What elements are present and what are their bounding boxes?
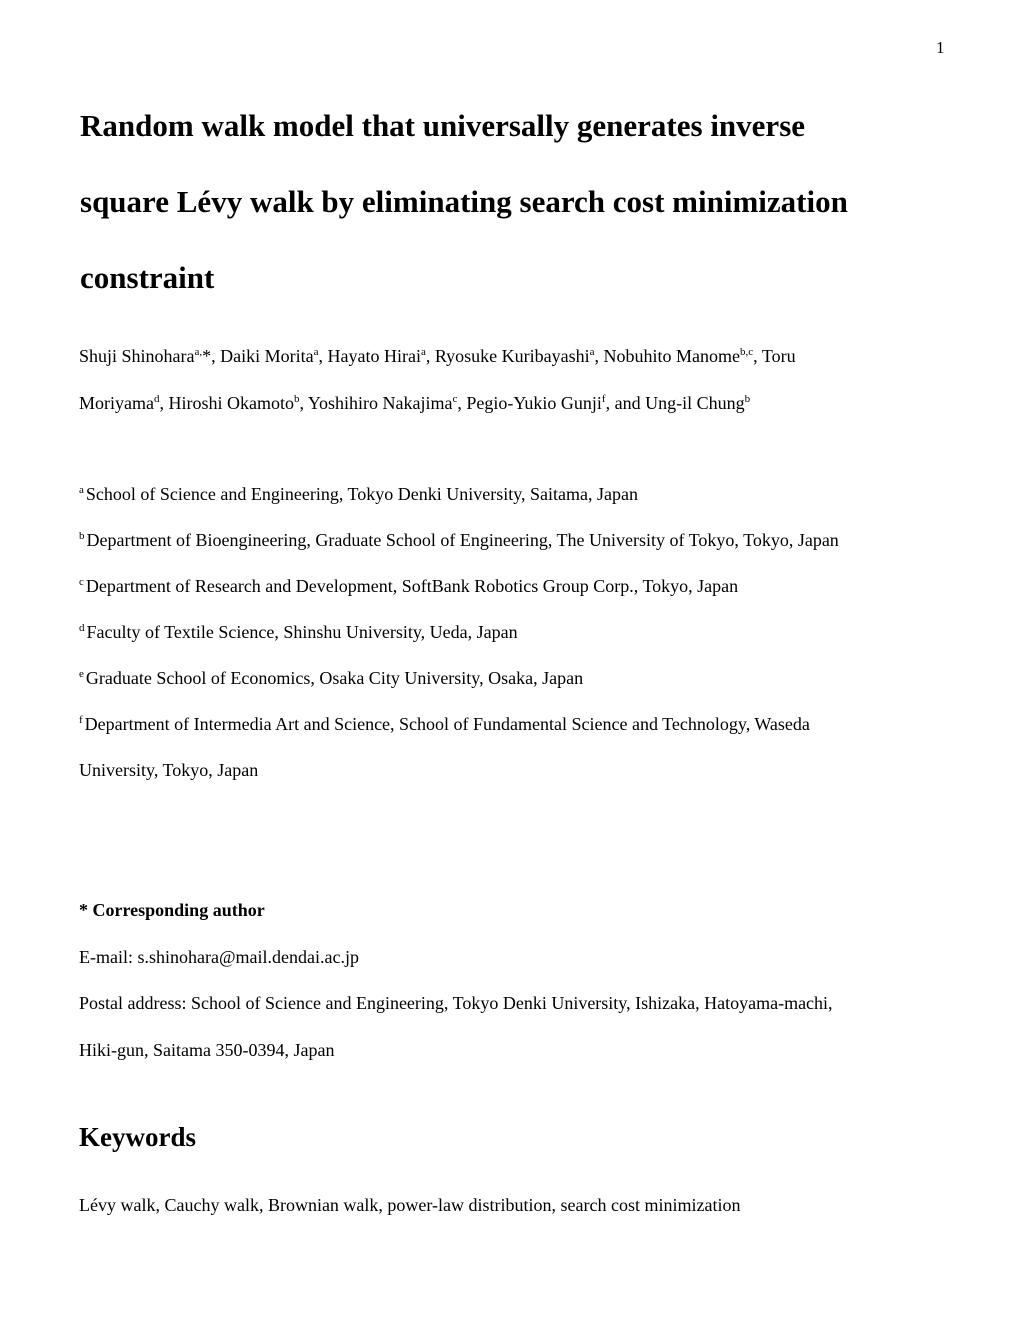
- author-name: Hiroshi Okamoto: [168, 393, 294, 413]
- affiliation-text: School of Science and Engineering, Tokyo Denki University, Saitama, Japan: [85, 484, 639, 504]
- affiliation-text: Department of Intermedia Art and Science, School of Fundamental Science and Technology, Waseda: [84, 714, 810, 734]
- author-affiliation-mark: a: [420, 346, 426, 358]
- author-name: Daiki Morita: [220, 346, 314, 366]
- affiliation-mark: b: [79, 530, 85, 542]
- paper-title: [80, 88, 960, 316]
- separator: , and: [605, 393, 646, 413]
- author-name: Moriyama: [79, 393, 154, 413]
- author-name: Shuji Shinohara: [79, 346, 195, 366]
- affiliation-mark: e: [79, 668, 84, 680]
- author-affiliation-mark: a,: [194, 346, 203, 358]
- affiliation-text: Faculty of Textile Science, Shinshu University, Ueda, Japan: [86, 622, 518, 642]
- author-name: Nobuhito Manome: [603, 346, 741, 366]
- separator: ,: [594, 346, 604, 366]
- postal-address-line: Postal address: School of Science and Engineering, Tokyo Denki University, Ishizaka, Hatoyama-machi,: [79, 993, 833, 1013]
- author-list: [79, 333, 979, 427]
- affiliation-text: Department of Research and Development, SoftBank Robotics Group Corp., Tokyo, Japan: [85, 576, 739, 596]
- author-affiliation-mark: b,c: [740, 346, 754, 358]
- affiliation-mark: f: [79, 714, 83, 726]
- affiliation-text: Department of Bioengineering, Graduate School of Engineering, The University of Tokyo, Tokyo, Japan: [86, 530, 839, 550]
- corresponding-email: E-mail: s.shinohara@mail.dendai.ac.jp: [79, 946, 359, 967]
- affiliation-a: [79, 471, 979, 517]
- author-line: [79, 380, 979, 427]
- affiliation-b: [79, 517, 979, 563]
- author-name: Ung-il Chung: [645, 393, 745, 413]
- author-affiliation-mark: a: [589, 346, 595, 358]
- separator: ,: [457, 393, 467, 413]
- affiliation-f: [79, 701, 979, 747]
- separator: ,: [299, 393, 308, 413]
- separator: ,: [159, 393, 169, 413]
- author-affiliation-mark: f: [601, 393, 606, 405]
- title-line: constraint: [80, 260, 215, 295]
- affiliation-text: Graduate School of Economics, Osaka City University, Osaka, Japan: [85, 668, 584, 688]
- author-affiliation-mark: c: [452, 393, 458, 405]
- author-name: Ryosuke Kuribayashi: [434, 346, 590, 366]
- page-number: 1: [936, 38, 945, 57]
- author-name: Hayato Hirai: [327, 346, 421, 366]
- affiliation-f-continuation: University, Tokyo, Japan: [79, 760, 259, 780]
- author-name: Toru: [761, 346, 796, 366]
- author-name: Yoshihiro Nakajima: [307, 393, 453, 413]
- affiliation-c: [79, 563, 979, 609]
- author-line: [79, 333, 979, 380]
- affiliation-d: [79, 609, 979, 655]
- separator: ,: [211, 346, 221, 366]
- corresponding-author-block: [79, 887, 979, 1073]
- author-affiliation-mark: b: [293, 393, 300, 405]
- title-line: Random walk model that universally generates inverse: [80, 108, 806, 143]
- separator: ,: [753, 346, 762, 366]
- affiliation-list: [79, 471, 979, 793]
- keywords-heading: Keywords: [79, 1122, 196, 1152]
- postal-address-line: Hiki-gun, Saitama 350-0394, Japan: [79, 1039, 335, 1060]
- author-affiliation-mark: a: [313, 346, 319, 358]
- title-line: square Lévy walk by eliminating search cost minimization: [80, 184, 848, 219]
- corresponding-author-heading: * Corresponding author: [79, 900, 265, 920]
- affiliation-mark: d: [79, 622, 85, 634]
- affiliation-e: [79, 655, 979, 701]
- corresponding-mark: *: [202, 346, 212, 366]
- author-affiliation-mark: d: [153, 393, 160, 405]
- affiliation-mark: a: [79, 484, 84, 496]
- separator: ,: [318, 346, 328, 366]
- separator: ,: [425, 346, 435, 366]
- author-name: Pegio-Yukio Gunji: [466, 393, 602, 413]
- keywords-text: Lévy walk, Cauchy walk, Brownian walk, power-law distribution, search cost minimization: [79, 1195, 741, 1215]
- affiliation-mark: c: [79, 576, 84, 588]
- author-affiliation-mark: b: [744, 393, 751, 405]
